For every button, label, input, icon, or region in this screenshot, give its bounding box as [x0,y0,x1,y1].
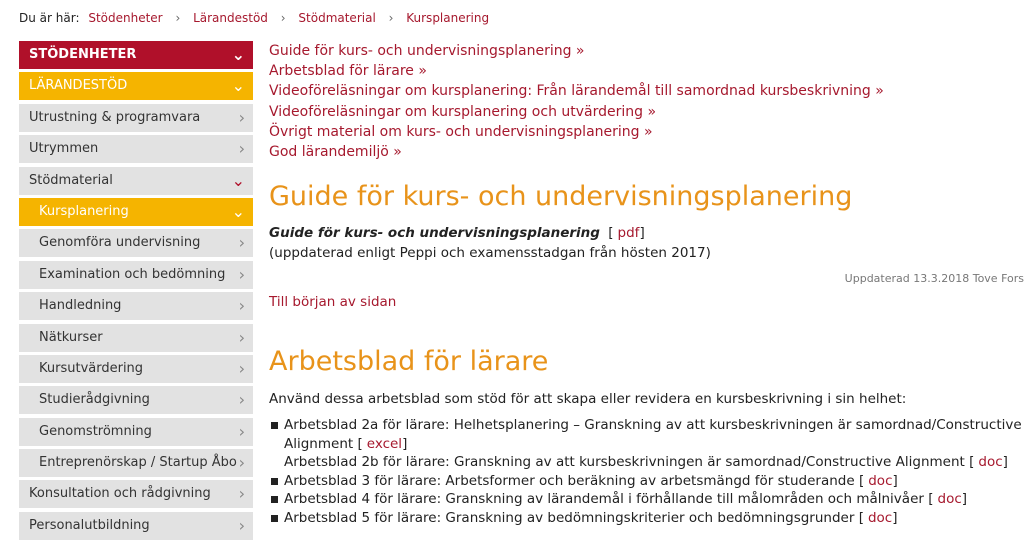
bracket-open: [ [928,491,934,508]
updated-stamp: Uppdaterad 13.3.2018 Tove Fors [844,272,1024,286]
sidebar-item-label: Konsultation och rådgivning [29,486,211,502]
bracket-close: ] [892,509,898,526]
list-item [269,509,1024,528]
toc-link-guide[interactable]: Guide för kurs- och undervisningsplanering » [269,43,585,59]
sidebar-item-label: Handledning [39,298,122,314]
breadcrumb [19,11,489,25]
bracket-open: [ [858,472,865,489]
section-heading-arbetsblad: Arbetsblad för lärare [269,346,549,378]
sidebar-item-personalutbildning[interactable] [19,512,253,540]
bracket-close: ] [1002,454,1008,471]
chevron-right-icon: › [238,139,245,159]
sidebar-item-stodmaterial[interactable] [19,167,253,195]
worksheet-link-doc[interactable]: doc [867,509,893,526]
list-item [269,453,1024,472]
worksheet-text: Arbetsblad 2a för lärare: Helhetsplanering – Granskning av att kursbeskrivningen är samordnad/Constructive Alignment [284,417,1022,452]
sidebar-item-label: Utrymmen [29,141,99,157]
chevron-right-icon: › [238,233,245,253]
breadcrumb-prefix: Du är här: [19,11,80,25]
sidebar-item-stodenheter[interactable] [19,41,253,69]
sidebar-item-kursutvardering[interactable] [19,355,253,383]
chevron-right-icon: › [238,107,245,127]
sidebar-item-label: Studierådgivning [39,392,150,408]
sidebar-item-studieradgivning[interactable] [19,386,253,414]
main-content [269,41,1024,527]
sidebar-item-label: Nätkurser [39,329,103,345]
guide-pdf-link[interactable]: pdf [617,225,640,242]
worksheet-link-excel[interactable]: excel [366,435,403,452]
worksheet-text: Arbetsblad 4 för lärare: Granskning av lärandemål i förhållande till målområden och målnivåer [284,491,924,508]
sidebar-item-entreprenorskap[interactable] [19,449,253,477]
sidebar-item-natkurser[interactable] [19,324,253,352]
sidebar-item-kursplanering[interactable] [19,198,253,226]
sidebar-item-genomfora-undervisning[interactable] [19,229,253,257]
breadcrumb-stodmaterial[interactable]: Stödmaterial [298,11,376,25]
sidebar-item-label: Genomföra undervisning [39,235,201,251]
chevron-right-icon: › [238,484,245,504]
back-to-top-link[interactable]: Till början av sidan [269,294,397,311]
sidebar-item-label: Entreprenörskap / Startup Åbo [39,455,237,471]
bracket-close: ] [402,435,408,452]
sidebar-item-label: Kursplanering [39,203,129,219]
bracket-close: ] [892,472,898,489]
sidebar-item-label: STÖDENHETER [29,47,137,62]
toc-link-arbetsblad[interactable]: Arbetsblad för lärare » [269,63,427,80]
bracket-open: [ [969,454,975,471]
worksheets-intro: Använd dessa arbetsblad som stöd för att skapa eller revidera en kursbeskrivning i sin helhet: [269,391,907,408]
table-of-contents [269,41,1024,162]
sidebar-item-label: Examination och bedömning [39,266,226,282]
sidebar-item-utrustning[interactable] [19,104,253,132]
sidebar-item-larandestod[interactable] [19,72,253,100]
breadcrumb-separator: › [175,11,181,25]
list-item [269,472,1024,491]
sidebar-item-label: Genomströmning [39,423,152,439]
breadcrumb-stodenheter[interactable]: Stödenheter [88,11,163,25]
chevron-right-icon: › [238,296,245,316]
sidebar-item-handledning[interactable] [19,292,253,320]
toc-link-god-larandemiljo[interactable]: God lärandemiljö » [269,144,402,161]
worksheet-link-doc[interactable]: doc [937,491,962,508]
bracket-close: ] [639,225,645,242]
section-heading-guide: Guide för kurs- och undervisningsplanering [269,181,853,213]
sidebar-item-label: Kursutvärdering [39,360,144,376]
toc-link-videoforelasningar-larandemal[interactable]: Videoföreläsningar om kursplanering: Från lärandemål till samordnad kursbeskrivning » [269,83,884,100]
worksheet-text: Arbetsblad 5 för lärare: Granskning av bedömningskriterier och bedömningsgrunder [284,509,855,526]
worksheet-link-doc[interactable]: doc [868,472,893,489]
chevron-right-icon: › [238,421,245,441]
breadcrumb-separator: › [388,11,394,25]
chevron-right-icon: › [238,453,245,473]
chevron-down-icon: ⌄ [231,76,245,96]
chevron-right-icon: › [238,515,245,535]
bracket-open: [ [357,435,363,452]
toc-link-ovrigt-material[interactable]: Övrigt material om kurs- och undervisningsplanering » [269,123,653,140]
bracket-open: [ [858,509,864,526]
worksheet-text: Arbetsblad 2b för lärare: Granskning av att kursbeskrivningen är samordnad/Constructive Alignment [284,454,965,471]
guide-update-note: (uppdaterad enligt Peppi och examensstadgan från hösten 2017) [269,245,711,262]
breadcrumb-kursplanering[interactable]: Kursplanering [406,11,490,25]
breadcrumb-separator: › [280,11,286,25]
sidebar-item-label: LÄRANDESTÖD [29,78,128,94]
sidebar-item-konsultation[interactable] [19,480,253,508]
chevron-down-icon: ⌄ [231,170,245,190]
guide-document [269,223,1024,243]
sidebar-item-label: Stödmaterial [29,172,113,188]
sidebar-item-examination[interactable] [19,261,253,289]
worksheet-list [269,416,1024,527]
list-item [269,490,1024,509]
chevron-down-icon: ⌄ [231,201,245,221]
back-to-top-wrapper [269,292,1024,312]
breadcrumb-larandestod[interactable]: Lärandestöd [193,11,268,25]
bracket-open: [ [608,225,614,242]
bracket-close: ] [961,491,968,508]
worksheet-link-doc[interactable]: doc [978,454,1003,471]
sidebar-item-genomstromning[interactable] [19,418,253,446]
chevron-right-icon: › [238,390,245,410]
chevron-down-icon: ⌄ [231,45,245,64]
sidebar-item-label: Utrustning & programvara [29,109,201,125]
worksheet-text: Arbetsblad 3 för lärare: Arbetsformer och beräkning av arbetsmängd för studerande [284,472,855,489]
list-item [269,416,1024,453]
sidebar-item-utrymmen[interactable] [19,135,253,163]
guide-document-title: Guide för kurs- och undervisningsplanering [269,225,600,242]
sidebar-nav [19,41,253,543]
sidebar-item-label: Personalutbildning [29,517,150,533]
chevron-right-icon: › [238,264,245,284]
toc-link-videoforelasningar-utvardering[interactable]: Videoföreläsningar om kursplanering och utvärdering » [269,103,657,120]
chevron-right-icon: › [238,327,245,347]
chevron-right-icon: › [238,358,245,378]
